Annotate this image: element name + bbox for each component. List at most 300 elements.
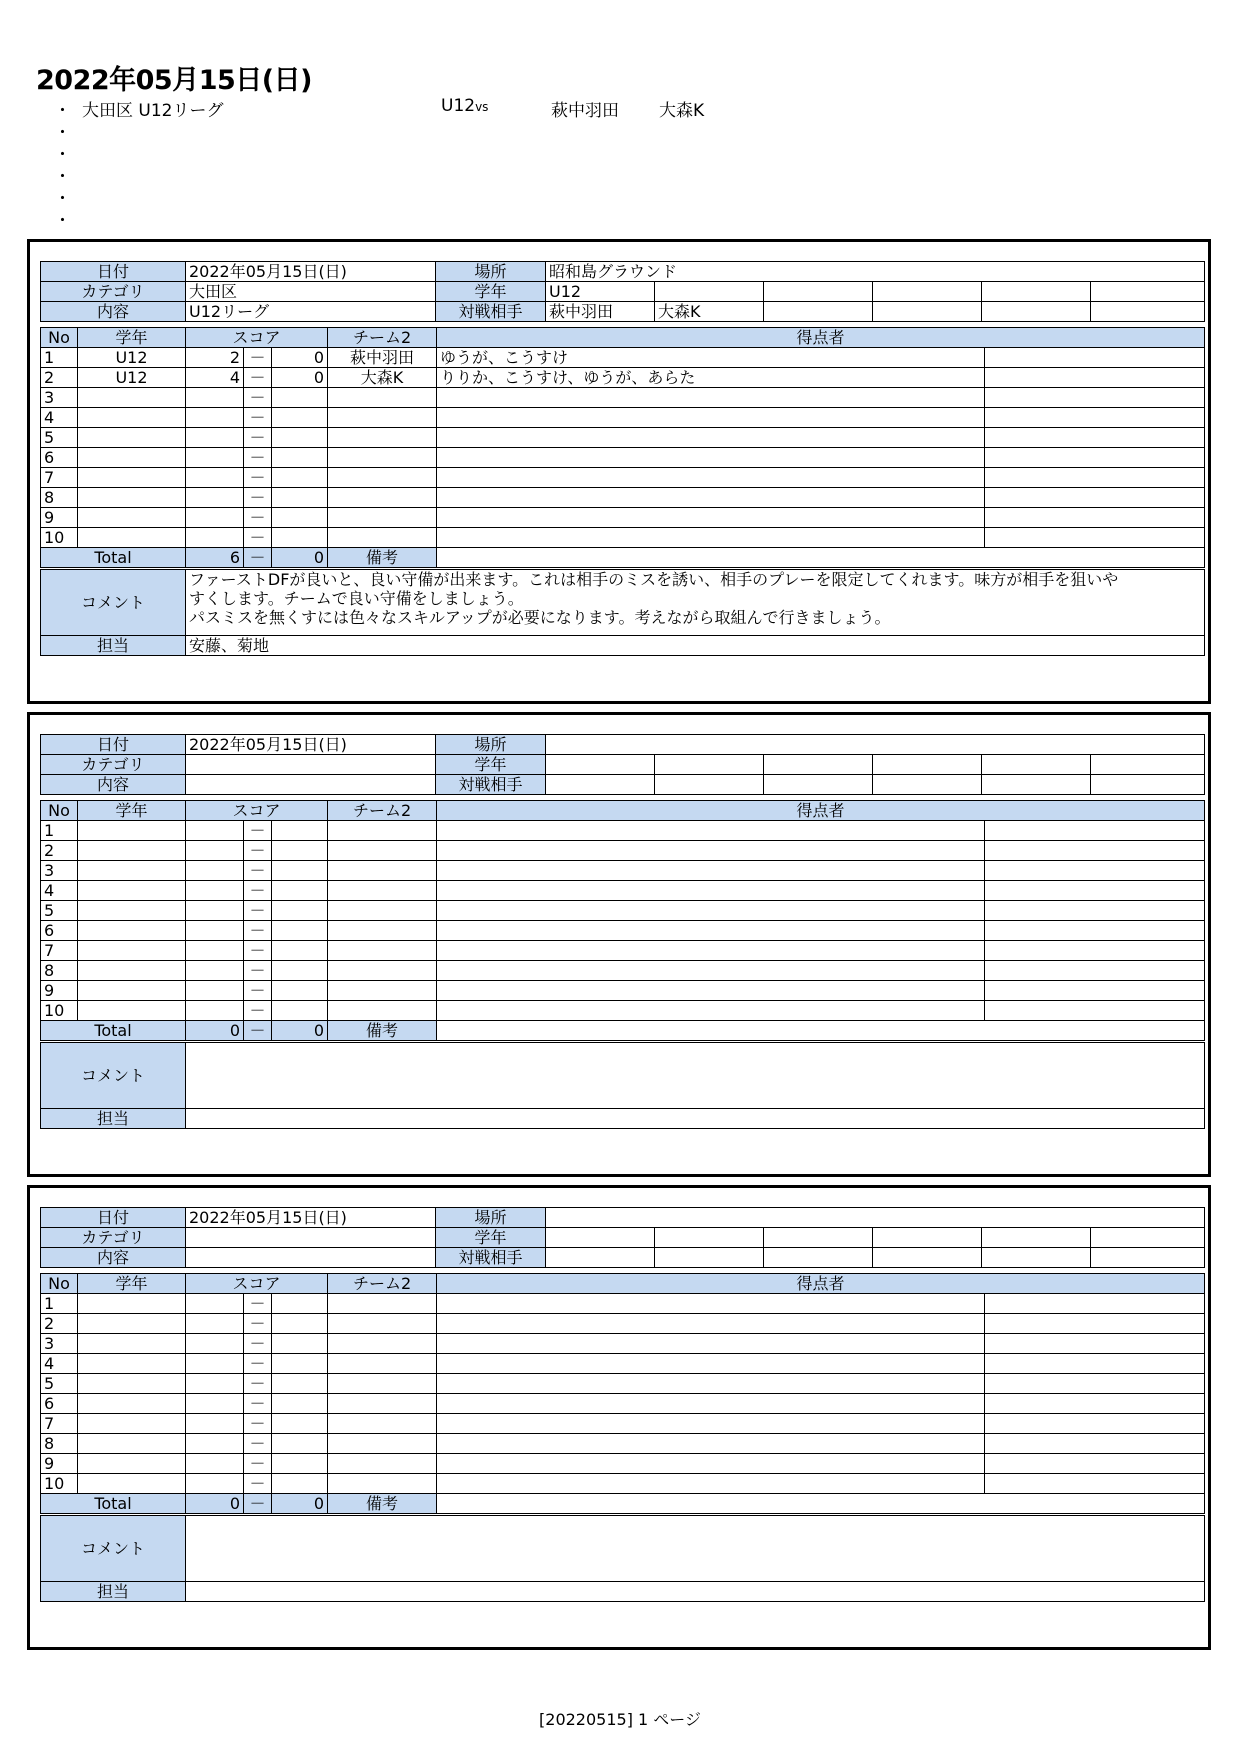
row-no: 8 (41, 488, 78, 508)
row-grade (78, 941, 186, 961)
comment-row (41, 1043, 1205, 1109)
row-team2 (328, 528, 437, 548)
row-score-dash: － (244, 1394, 272, 1414)
row-grade (78, 1294, 186, 1314)
row-score-dash: － (244, 368, 272, 388)
row-score-dash: － (244, 921, 272, 941)
info-row-content (41, 1248, 1205, 1268)
table-row (41, 1354, 1205, 1374)
row-team2: 萩中羽田 (328, 348, 437, 368)
grade-extra-cell (982, 755, 1091, 775)
row-score-away (272, 388, 328, 408)
row-scorers (437, 961, 985, 981)
row-team2 (328, 1354, 437, 1374)
opponent-cell (982, 775, 1091, 795)
row-no: 7 (41, 1414, 78, 1434)
row-score-away (272, 821, 328, 841)
opponent-2: 大森K (659, 101, 705, 121)
row-team2 (328, 1334, 437, 1354)
row-score-dash: － (244, 1314, 272, 1334)
summary-line (54, 206, 754, 231)
grade-label: 学年 (436, 1228, 546, 1248)
row-score-away (272, 941, 328, 961)
row-score-away (272, 428, 328, 448)
team2-header: チーム2 (328, 1274, 437, 1294)
remarks-label: 備考 (328, 1494, 437, 1514)
row-grade (78, 981, 186, 1001)
remarks-label: 備考 (328, 1021, 437, 1041)
row-no: 4 (41, 1354, 78, 1374)
row-score-home: 4 (186, 368, 244, 388)
staff-value: 安藤、菊地 (186, 636, 1205, 656)
row-no: 1 (41, 1294, 78, 1314)
table-row (41, 348, 1205, 368)
row-team2 (328, 861, 437, 881)
row-extra (985, 348, 1205, 368)
date-value: 2022年05月15日(日) (186, 735, 436, 755)
row-score-home (186, 1294, 244, 1314)
place-label: 場所 (436, 1208, 546, 1228)
opponent-cell (1091, 775, 1205, 795)
opponent-1: 萩中羽田 (551, 101, 619, 121)
bullet-dot: ・ (54, 189, 71, 209)
grade-extra-cell (655, 1228, 764, 1248)
category-value (186, 755, 436, 775)
match-block (27, 1185, 1211, 1650)
grade-value (546, 755, 655, 775)
table-row (41, 528, 1205, 548)
opponent-cell: 萩中羽田 (546, 302, 655, 322)
row-team2 (328, 821, 437, 841)
row-team2 (328, 941, 437, 961)
row-score-away (272, 488, 328, 508)
row-score-home (186, 941, 244, 961)
row-extra (985, 388, 1205, 408)
team2-header: チーム2 (328, 328, 437, 348)
row-score-away: 0 (272, 368, 328, 388)
row-score-home (186, 528, 244, 548)
row-score-dash: － (244, 841, 272, 861)
row-no: 4 (41, 408, 78, 428)
table-row (41, 821, 1205, 841)
grade-extra-cell (655, 282, 764, 302)
table-row (41, 1454, 1205, 1474)
match-block (27, 239, 1211, 704)
results-header-row (41, 1274, 1205, 1294)
results-header-row (41, 801, 1205, 821)
row-score-home (186, 1334, 244, 1354)
row-grade (78, 468, 186, 488)
opponent-cell (655, 775, 764, 795)
opponent-cell (546, 1248, 655, 1268)
match-info-table (40, 261, 1205, 322)
total-score-dash: － (244, 548, 272, 568)
table-row (41, 881, 1205, 901)
results-header-row (41, 328, 1205, 348)
category-value: 大田区 (186, 282, 436, 302)
row-score-home (186, 428, 244, 448)
row-extra (985, 468, 1205, 488)
row-scorers (437, 1434, 985, 1454)
no-header: No (41, 328, 78, 348)
row-score-away (272, 1334, 328, 1354)
row-no: 4 (41, 881, 78, 901)
row-score-dash: － (244, 901, 272, 921)
comment-table (40, 1515, 1205, 1602)
row-score-away (272, 1354, 328, 1374)
row-score-home (186, 1454, 244, 1474)
match-info-table (40, 1207, 1205, 1268)
row-team2 (328, 388, 437, 408)
results-table (40, 1273, 1205, 1514)
row-extra (985, 448, 1205, 468)
row-score-away (272, 841, 328, 861)
row-score-dash: － (244, 961, 272, 981)
row-team2 (328, 408, 437, 428)
row-grade (78, 1334, 186, 1354)
row-team2 (328, 961, 437, 981)
row-score-away (272, 1474, 328, 1494)
score-header: スコア (186, 328, 328, 348)
comment-row (41, 570, 1205, 636)
table-row (41, 941, 1205, 961)
row-score-dash: － (244, 1334, 272, 1354)
row-no: 3 (41, 861, 78, 881)
table-row (41, 448, 1205, 468)
row-score-dash: － (244, 981, 272, 1001)
results-table (40, 327, 1205, 568)
table-row (41, 428, 1205, 448)
row-score-away (272, 981, 328, 1001)
grade-extra-cell (655, 755, 764, 775)
row-scorers (437, 488, 985, 508)
row-extra (985, 408, 1205, 428)
row-grade (78, 1414, 186, 1434)
place-label: 場所 (436, 735, 546, 755)
row-score-away (272, 881, 328, 901)
row-score-dash: － (244, 1354, 272, 1374)
row-scorers (437, 408, 985, 428)
table-row (41, 901, 1205, 921)
row-score-dash: － (244, 528, 272, 548)
category-label: カテゴリ (41, 282, 186, 302)
table-row (41, 1294, 1205, 1314)
opponent-cell (546, 775, 655, 795)
place-value: 昭和島グラウンド (546, 262, 1205, 282)
comment-table (40, 569, 1205, 656)
row-no: 6 (41, 921, 78, 941)
row-score-home (186, 488, 244, 508)
bullet-dot: ・ (54, 211, 71, 231)
opponent-cell (873, 1248, 982, 1268)
row-no: 9 (41, 1454, 78, 1474)
row-score-home (186, 468, 244, 488)
row-no: 10 (41, 528, 78, 548)
total-score-away: 0 (272, 548, 328, 568)
row-score-dash: － (244, 388, 272, 408)
row-no: 10 (41, 1001, 78, 1021)
row-scorers (437, 1394, 985, 1414)
opponent-cell (873, 775, 982, 795)
row-no: 1 (41, 821, 78, 841)
total-score-dash: － (244, 1021, 272, 1041)
row-scorers (437, 448, 985, 468)
row-scorers (437, 981, 985, 1001)
grade-extra-cell (1091, 282, 1205, 302)
row-extra (985, 1314, 1205, 1334)
content-value (186, 1248, 436, 1268)
comment-label: コメント (41, 1516, 186, 1582)
staff-value (186, 1582, 1205, 1602)
comment-line: すくします。チームで良い守備をしましょう。 (189, 589, 524, 608)
grade-label: 学年 (436, 282, 546, 302)
grade-extra-cell (982, 282, 1091, 302)
row-extra (985, 1414, 1205, 1434)
bullet-dot: ・ (54, 123, 71, 143)
grade-value: U12 (546, 282, 655, 302)
opponent-cell (873, 302, 982, 322)
table-row (41, 1434, 1205, 1454)
row-grade (78, 1314, 186, 1334)
row-team2 (328, 1474, 437, 1494)
no-header: No (41, 1274, 78, 1294)
row-grade (78, 1434, 186, 1454)
row-score-away (272, 508, 328, 528)
row-team2 (328, 1314, 437, 1334)
row-scorers (437, 1354, 985, 1374)
row-score-away (272, 1001, 328, 1021)
row-grade (78, 448, 186, 468)
match-summary (54, 96, 754, 231)
total-row (41, 1494, 1205, 1514)
summary-line (54, 184, 754, 209)
date-value: 2022年05月15日(日) (186, 1208, 436, 1228)
row-scorers (437, 861, 985, 881)
row-score-dash: － (244, 861, 272, 881)
row-no: 6 (41, 1394, 78, 1414)
vs-grade: U12 (441, 96, 476, 116)
staff-value (186, 1109, 1205, 1129)
row-score-home (186, 388, 244, 408)
comment-line: パスミスを無くすには色々なスキルアップが必要になります。考えながら取組んで行きましょう。 (189, 608, 891, 627)
row-no: 3 (41, 388, 78, 408)
row-score-home (186, 841, 244, 861)
row-extra (985, 1294, 1205, 1314)
row-score-home: 2 (186, 348, 244, 368)
summary-line (54, 140, 754, 165)
row-no: 8 (41, 961, 78, 981)
info-row-category (41, 282, 1205, 302)
table-row (41, 1001, 1205, 1021)
row-no: 2 (41, 1314, 78, 1334)
row-scorers (437, 901, 985, 921)
category-label: カテゴリ (41, 1228, 186, 1248)
row-score-dash: － (244, 1414, 272, 1434)
row-score-away (272, 921, 328, 941)
row-extra (985, 821, 1205, 841)
info-row-content (41, 302, 1205, 322)
total-label: Total (41, 1021, 186, 1041)
summary-line (54, 162, 754, 187)
row-score-home (186, 961, 244, 981)
row-grade (78, 921, 186, 941)
row-score-dash: － (244, 348, 272, 368)
page-footer: [20220515] 1 ページ (539, 1710, 701, 1729)
row-team2 (328, 508, 437, 528)
row-extra (985, 881, 1205, 901)
row-scorers: ゆうが、こうすけ (437, 348, 985, 368)
summary-line (54, 118, 754, 143)
grade-header: 学年 (78, 328, 186, 348)
total-score-away: 0 (272, 1021, 328, 1041)
row-scorers (437, 1334, 985, 1354)
score-header: スコア (186, 1274, 328, 1294)
place-label: 場所 (436, 262, 546, 282)
row-scorers (437, 821, 985, 841)
row-grade (78, 1374, 186, 1394)
row-no: 6 (41, 448, 78, 468)
opponent-cell (982, 302, 1091, 322)
opponent-label: 対戦相手 (436, 1248, 546, 1268)
table-row (41, 1474, 1205, 1494)
table-row (41, 1394, 1205, 1414)
row-scorers (437, 428, 985, 448)
info-row-content (41, 775, 1205, 795)
grade-extra-cell (764, 1228, 873, 1248)
row-extra (985, 368, 1205, 388)
score-header: スコア (186, 801, 328, 821)
comment-text (186, 1043, 1205, 1109)
row-team2 (328, 1434, 437, 1454)
category-value (186, 1228, 436, 1248)
table-row (41, 861, 1205, 881)
row-extra (985, 1334, 1205, 1354)
grade-extra-cell (764, 282, 873, 302)
comment-label: コメント (41, 1043, 186, 1109)
row-team2 (328, 488, 437, 508)
row-no: 9 (41, 508, 78, 528)
row-team2 (328, 1001, 437, 1021)
row-score-home (186, 1354, 244, 1374)
row-score-dash: － (244, 408, 272, 428)
total-row (41, 548, 1205, 568)
row-extra (985, 1434, 1205, 1454)
row-team2 (328, 468, 437, 488)
staff-label: 担当 (41, 1109, 186, 1129)
grade-header: 学年 (78, 801, 186, 821)
row-grade (78, 428, 186, 448)
results-table (40, 800, 1205, 1041)
row-scorers (437, 508, 985, 528)
row-team2 (328, 428, 437, 448)
opponent-cell (1091, 302, 1205, 322)
row-score-home (186, 1394, 244, 1414)
match-info-table (40, 734, 1205, 795)
place-value (546, 1208, 1205, 1228)
table-row (41, 488, 1205, 508)
row-grade (78, 528, 186, 548)
row-team2 (328, 1294, 437, 1314)
vs-label (441, 96, 488, 116)
row-score-home (186, 881, 244, 901)
place-value (546, 735, 1205, 755)
row-extra (985, 1454, 1205, 1474)
row-extra (985, 941, 1205, 961)
row-scorers (437, 1454, 985, 1474)
total-score-dash: － (244, 1494, 272, 1514)
row-score-home (186, 448, 244, 468)
row-no: 9 (41, 981, 78, 1001)
row-score-away: 0 (272, 348, 328, 368)
row-score-dash: － (244, 448, 272, 468)
content-label: 内容 (41, 302, 186, 322)
total-score-away: 0 (272, 1494, 328, 1514)
row-grade (78, 961, 186, 981)
row-grade (78, 408, 186, 428)
comment-table (40, 1042, 1205, 1129)
opponent-cell (764, 775, 873, 795)
comment-text (186, 570, 1205, 636)
row-extra (985, 1374, 1205, 1394)
row-extra (985, 488, 1205, 508)
row-grade: U12 (78, 368, 186, 388)
row-team2 (328, 1414, 437, 1434)
row-score-away (272, 1414, 328, 1434)
row-scorers: りりか、こうすけ、ゆうが、あらた (437, 368, 985, 388)
opponent-label: 対戦相手 (436, 302, 546, 322)
row-score-away (272, 408, 328, 428)
row-extra (985, 861, 1205, 881)
team2-header: チーム2 (328, 801, 437, 821)
row-team2 (328, 1374, 437, 1394)
row-score-dash: － (244, 1374, 272, 1394)
row-team2: 大森K (328, 368, 437, 388)
row-score-home (186, 981, 244, 1001)
row-scorers (437, 1294, 985, 1314)
row-score-away (272, 1374, 328, 1394)
row-extra (985, 1001, 1205, 1021)
row-grade (78, 488, 186, 508)
grade-extra-cell (873, 755, 982, 775)
row-grade (78, 1454, 186, 1474)
opponent-cell: 大森K (655, 302, 764, 322)
summary-line (54, 96, 754, 121)
content-label: 内容 (41, 775, 186, 795)
league-name: 大田区 U12リーグ (82, 101, 224, 121)
grade-extra-cell (764, 755, 873, 775)
row-team2 (328, 921, 437, 941)
row-extra (985, 901, 1205, 921)
match-block (27, 712, 1211, 1177)
row-score-home (186, 1374, 244, 1394)
page-title: 2022年05月15日(日) (36, 65, 312, 96)
row-score-away (272, 1434, 328, 1454)
row-no: 7 (41, 468, 78, 488)
row-score-home (186, 921, 244, 941)
grade-extra-cell (982, 1228, 1091, 1248)
row-score-home (186, 1314, 244, 1334)
opponent-cell (764, 1248, 873, 1268)
row-no: 8 (41, 1434, 78, 1454)
remarks-value (437, 548, 1205, 568)
table-row (41, 921, 1205, 941)
row-scorers (437, 1314, 985, 1334)
row-scorers (437, 1001, 985, 1021)
remarks-value (437, 1021, 1205, 1041)
remarks-label: 備考 (328, 548, 437, 568)
row-score-away (272, 1294, 328, 1314)
staff-row (41, 1109, 1205, 1129)
